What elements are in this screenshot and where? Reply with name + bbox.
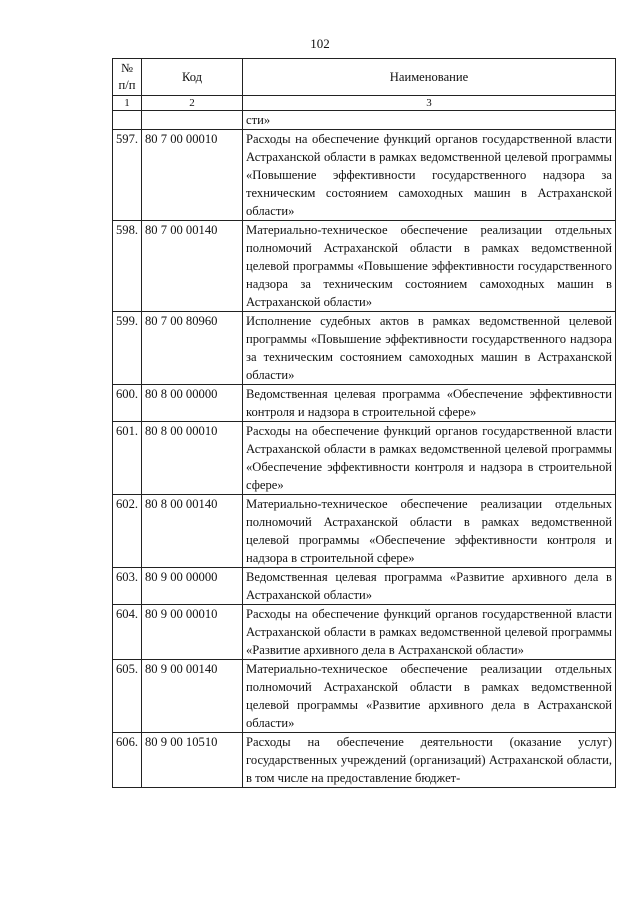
row-num: 602. <box>113 495 142 568</box>
row-num: 604. <box>113 605 142 660</box>
row-num: 603. <box>113 568 142 605</box>
row-num: 605. <box>113 660 142 733</box>
row-code: 80 8 00 00010 <box>142 422 243 495</box>
row-num: 598. <box>113 221 142 312</box>
row-code <box>142 111 243 130</box>
column-index-2: 2 <box>142 96 243 111</box>
header-code: Код <box>142 59 243 96</box>
row-code: 80 7 00 00010 <box>142 130 243 221</box>
column-index-row <box>113 96 616 111</box>
row-name: Материально-техническое обеспечение реализации отдельных полномочий Астраханской области в рамках ведомственной целевой программы «Повышение эффективности государственного надзора за техническим состоянием самоходных машин в Астраханской области» <box>243 221 616 312</box>
row-name: Ведомственная целевая программа «Развитие архивного дела в Астраханской области» <box>243 568 616 605</box>
row-name: Расходы на обеспечение функций органов государственной власти Астраханской области в рамках ведомственной целевой программы «Повышение эффективности государственного надзора за техническим состоянием самоходных машин в Астраханской области» <box>243 130 616 221</box>
row-name: Расходы на обеспечение функций органов государственной власти Астраханской области в рамках ведомственной целевой программы «Развитие архивного дела в Астраханской области» <box>243 605 616 660</box>
row-name: Исполнение судебных актов в рамках ведомственной целевой программы «Повышение эффективности государственного надзора за техническим состоянием самоходных машин в Астраханской области» <box>243 312 616 385</box>
row-code: 80 9 00 00010 <box>142 605 243 660</box>
table-row <box>113 733 616 788</box>
row-name: Ведомственная целевая программа «Обеспечение эффективности контроля и надзора в строительной сфере» <box>243 385 616 422</box>
header-name: Наименование <box>243 59 616 96</box>
header-num: № п/п <box>113 59 142 96</box>
row-code: 80 9 00 00140 <box>142 660 243 733</box>
row-code: 80 8 00 00140 <box>142 495 243 568</box>
table-row <box>113 605 616 660</box>
row-code: 80 7 00 80960 <box>142 312 243 385</box>
column-index-1: 1 <box>113 96 142 111</box>
table-row <box>113 660 616 733</box>
row-name: Материально-техническое обеспечение реализации отдельных полномочий Астраханской области в рамках ведомственной целевой программы «Обеспечение эффективности контроля и надзора в строительной сфере» <box>243 495 616 568</box>
table-row <box>113 312 616 385</box>
row-num <box>113 111 142 130</box>
table-row <box>113 568 616 605</box>
row-code: 80 8 00 00000 <box>142 385 243 422</box>
page-number: 102 <box>310 36 330 51</box>
continuation-row <box>113 111 616 130</box>
table-row <box>113 385 616 422</box>
row-num: 599. <box>113 312 142 385</box>
row-num: 597. <box>113 130 142 221</box>
table-row <box>113 422 616 495</box>
row-num: 600. <box>113 385 142 422</box>
row-name: Расходы на обеспечение функций органов государственной власти Астраханской области в рамках ведомственной целевой программы «Обеспечение эффективности контроля и надзора в строительной сфере» <box>243 422 616 495</box>
row-num: 601. <box>113 422 142 495</box>
row-name: Материально-техническое обеспечение реализации отдельных полномочий Астраханской области в рамках ведомственной целевой программы «Развитие архивного дела в Астраханской области» <box>243 660 616 733</box>
row-name: сти» <box>243 111 616 130</box>
column-index-3: 3 <box>243 96 616 111</box>
table-header-row <box>113 59 616 96</box>
row-code: 80 9 00 00000 <box>142 568 243 605</box>
row-num: 606. <box>113 733 142 788</box>
row-code: 80 9 00 10510 <box>142 733 243 788</box>
table-row <box>113 130 616 221</box>
row-code: 80 7 00 00140 <box>142 221 243 312</box>
row-name: Расходы на обеспечение деятельности (оказание услуг) государственных учреждений (организаций) Астраханской области, в том числе на предоставление бюджет- <box>243 733 616 788</box>
table-row <box>113 221 616 312</box>
budget-classification-table <box>112 58 616 788</box>
table-row <box>113 495 616 568</box>
